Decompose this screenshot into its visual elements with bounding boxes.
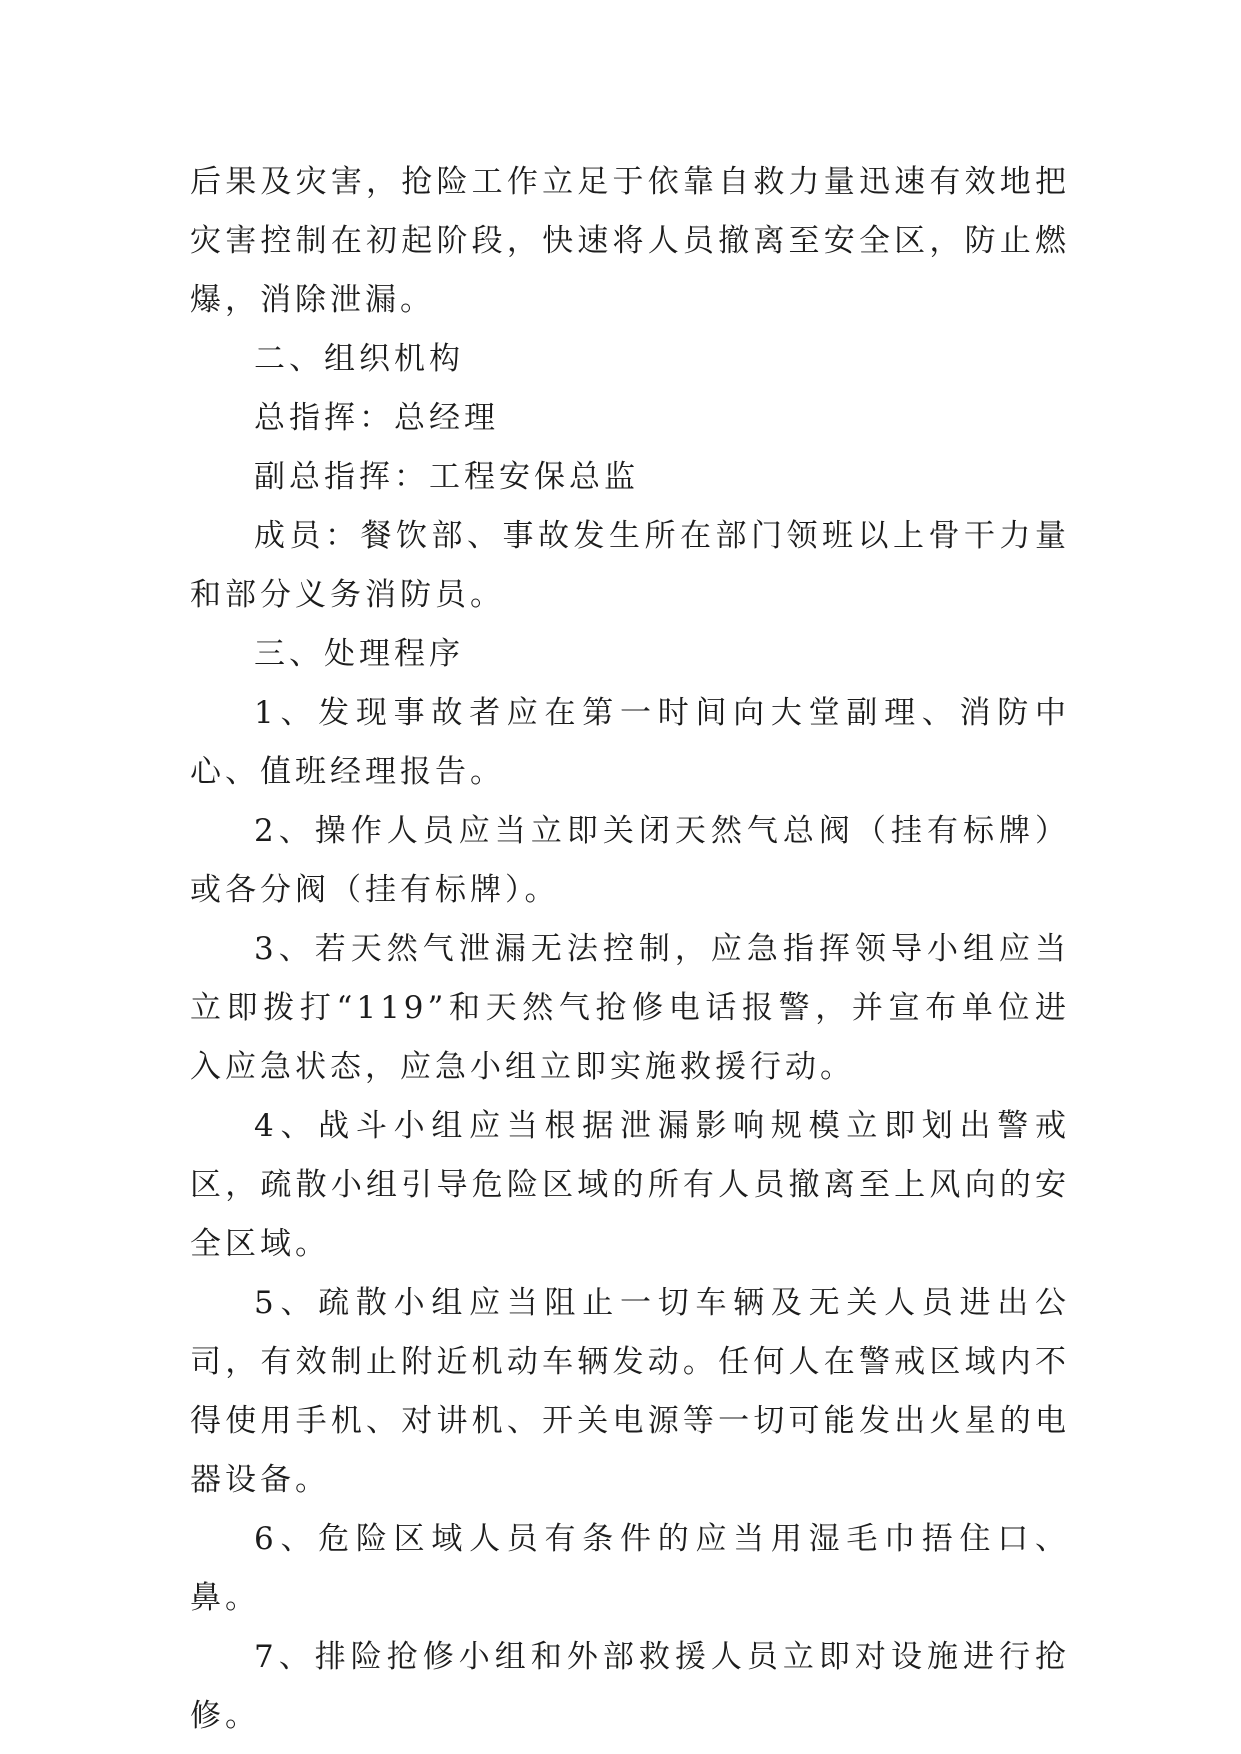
procedure-step-3: 3、若天然气泄漏无法控制，应急指挥领导小组应当立即拨打“119”和天然气抢修电话报警，并宣布单位进入应急状态，应急小组立即实施救援行动。 <box>190 931 1070 1085</box>
procedure-step-1: 1、发现事故者应在第一时间向大堂副理、消防中心、值班经理报告。 <box>190 695 1070 790</box>
procedure-step-4: 4、战斗小组应当根据泄漏影响规模立即划出警戒区，疏散小组引导危险区域的所有人员撤离至上风向的安全区域。 <box>190 1108 1070 1262</box>
section-heading-organization: 二、组织机构 <box>254 341 464 377</box>
procedure-step-2: 2、操作人员应当立即关闭天然气总阀（挂有标牌）或各分阀（挂有标牌）。 <box>190 813 1070 908</box>
procedure-step-5: 5、疏散小组应当阻止一切车辆及无关人员进出公司，有效制止附近机动车辆发动。任何人在警戒区域内不得使用手机、对讲机、开关电源等一切可能发出火星的电器设备。 <box>190 1285 1070 1498</box>
paragraph-deputy-commander: 副总指挥：工程安保总监 <box>254 459 639 495</box>
procedure-step-6: 6、危险区域人员有条件的应当用湿毛巾捂住口、鼻。 <box>190 1521 1070 1616</box>
paragraph-members: 成员：餐饮部、事故发生所在部门领班以上骨干力量和部分义务消防员。 <box>190 518 1070 613</box>
paragraph-commander: 总指挥：总经理 <box>254 400 499 436</box>
document-body <box>190 153 1070 1746</box>
paragraph-continuation: 后果及灾害，抢险工作立足于依靠自救力量迅速有效地把灾害控制在初起阶段，快速将人员撤离至安全区，防止燃爆，消除泄漏。 <box>190 164 1070 318</box>
section-heading-procedure: 三、处理程序 <box>254 636 464 672</box>
procedure-step-7: 7、排险抢修小组和外部救援人员立即对设施进行抢修。 <box>190 1639 1070 1734</box>
